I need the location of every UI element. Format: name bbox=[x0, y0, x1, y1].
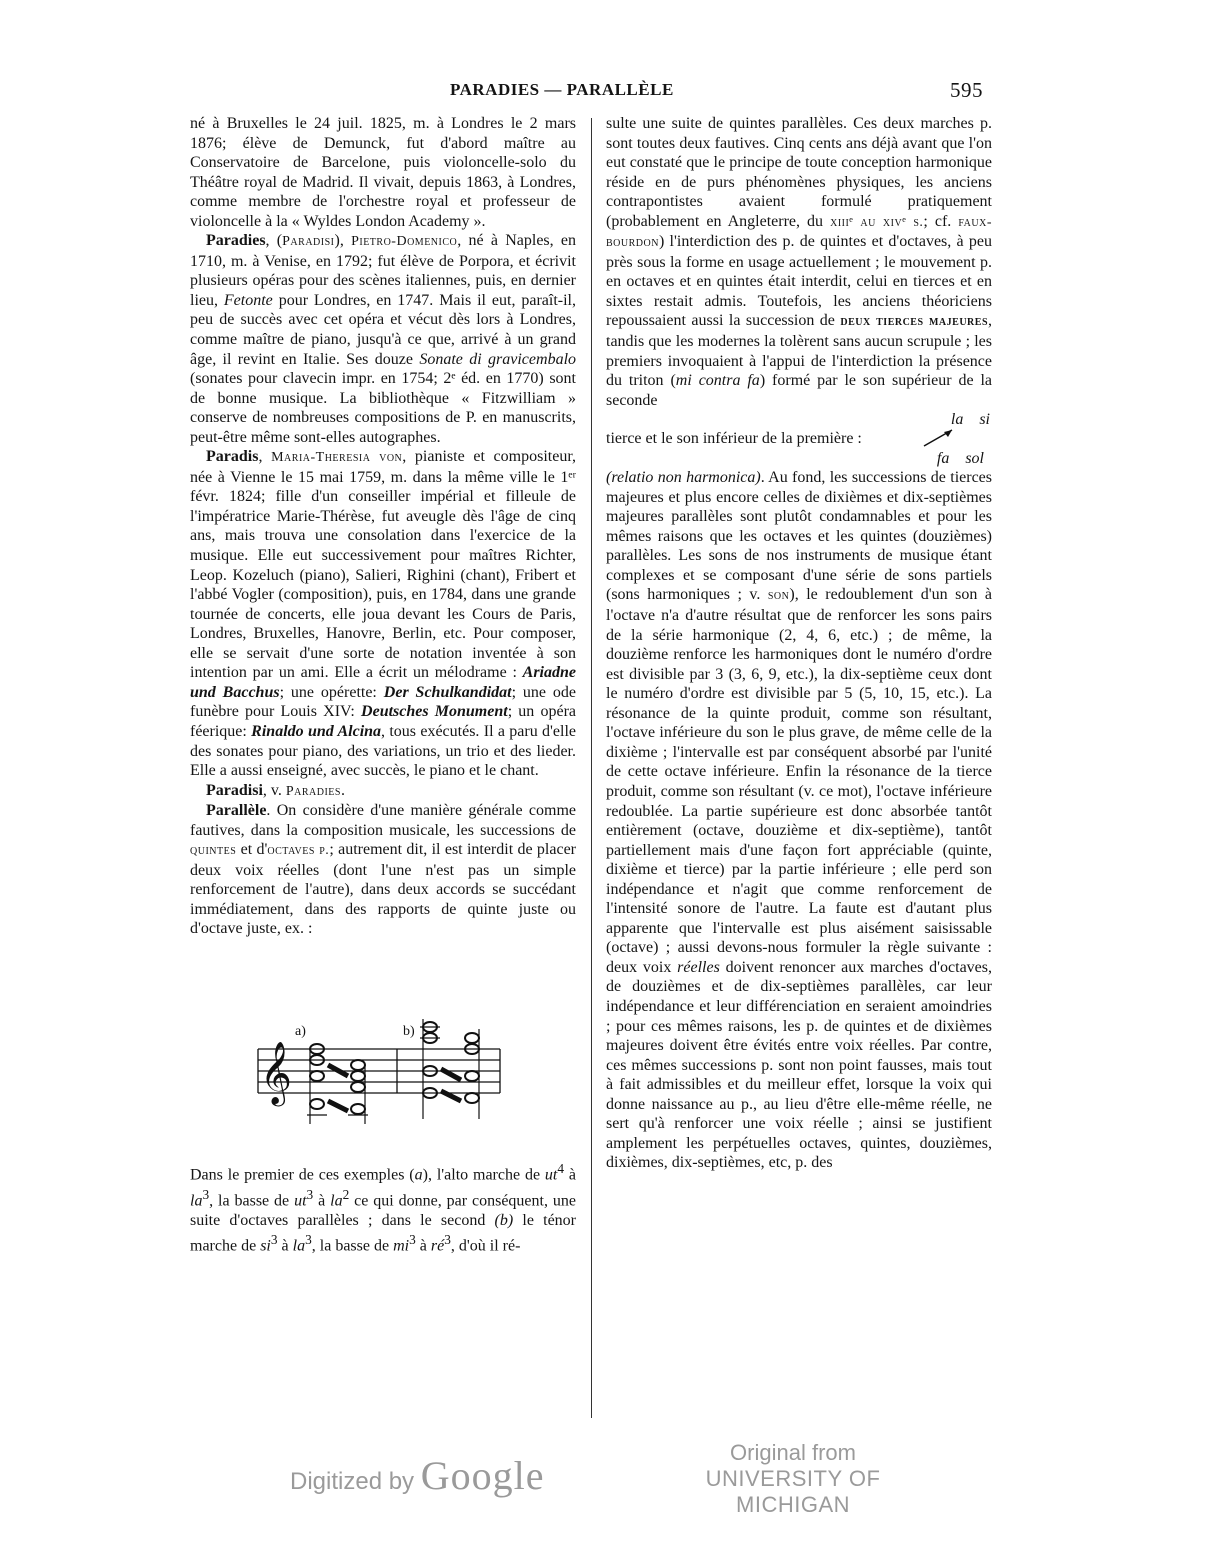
triton-formula bbox=[606, 410, 992, 468]
music-example bbox=[190, 949, 576, 1149]
page-number: 595 bbox=[950, 78, 983, 102]
example-label-a: a) bbox=[295, 1023, 306, 1039]
digitized-by-watermark: Digitized by Google bbox=[290, 1453, 545, 1498]
running-header bbox=[190, 78, 995, 104]
column-divider bbox=[591, 118, 592, 1418]
digitization-footer bbox=[0, 1440, 1207, 1520]
entry-paradisi: Paradisi, v. Paradies. bbox=[206, 781, 345, 799]
formula-top: la si bbox=[950, 411, 990, 429]
diagonal-arrow-icon bbox=[920, 426, 960, 450]
paragraph-right-main: (relatio non harmonica). Au fond, les successions de tierces majeures et plus encore celles de dixièmes et dix-septièmes majeures parallèles sont plutôt condamnables et pour les mêmes raisons que les octaves et les quintes (douzièmes) parallèles. Les sons de nos instruments de musique étant complexes et se composant d'une série de sons partiels (sons harmoniques ; v. son), le redoublement d'un son à l'octave n'a d'autre résultat que de renforcer les sons pairs de la série harmonique (2, 4, 6, etc.) ; de même, la douzième renforce les harmoniques dont le numéro d'ordre est divisible par 3 (3, 6, 9, etc.), la dix-septième ceux dont le numéro d'ordre est divisible par 5 (5, 10, 15, etc.). La résonance de la quinte produit, comme son résultant, l'octave inférieure du son le plus grave, de même celle de la dixième ; l'intervalle est par conséquent absorbé par l'unité de cette octave inférieure. Enfin la résonance de la tierce produit, comme son résultant (v. ce mot), l'octave inférieure redoublée. La partie supérieure est donc absorbée tantôt entièrement (octave, douzième et dix-septième), tantôt partiellement mais d'une façon fort appréciable (quinte, dixième et tierce) par la partie inférieure ; elle perd son indépendance et n'agit que comme renforcement de l'intensité sonore de l'autre. La faute est d'autant plus apparente que l'intervalle est plus aisément saisissable (octave) ; aussi devons-nous formuler la règle suivante : deux voix réelles doivent renoncer aux marches d'octaves, de douzièmes et de dix-septièmes parallèles, car leur indépendance et leur différenciation en seraient amoindries ; pour ces mêmes raisons, les p. de quintes et de dixièmes majeures doivent être évités entre voix réelles. Par contre, ces mêmes successions p. sont non point fausses, mais tout à fait admissibles et du meilleur effet, lorsque la voix qui donne naissance au p., au lieu d'être elle-même réelle, ne sert qu'à renforcer une voix réelle ; ainsi se justifient amplement les perpétuelles octaves, quintes, douzièmes, dixièmes, dix-septièmes, etc, p. des bbox=[606, 469, 992, 1172]
paragraph-continued-right: sulte une suite de quintes parallèles. Ces deux marches p. sont toutes deux fautives. Cinq cents ans déjà avant que l'on eut constaté que le principe de toute conception harmonique réside en de purs phénomènes physiques, les anciens contrapontistes avaient formulé pratiquement (probablement en Angleterre, du xiiiᵉ au xivᵉ s.; cf. faux-bourdon) l'interdiction des p. de quintes et d'octaves, à peu près sous la forme en usage actuellement ; le mouvement p. en octaves et en quintes était interdit, celui en tierces et en sixtes restait admis. Toutefois, les anciens théoriciens repoussaient aussi la succession de deux tierces majeures, tandis que les modernes la tolèrent sans aucun scrupule ; les premiers invoquaient à l'appui de l'interdiction la présence du triton (mi contra fa) formé par le son supérieur de la seconde bbox=[606, 115, 993, 409]
entry-paradies: Paradies, (Paradisi), Pietro-Domenico, né à Naples, en 1710, m. à Venise, en 1792; fut élève de Porpora, et écrivit plusieurs opéras pour des scènes italiennes, puis, en dernier lieu, Fetonte pour Londres, en 1747. Mais il eut, paraît-il, peu de succès avec cet opéra et vécut dès lors à Londres, comme maître de piano, jusqu'à ce que, arrivé à un grand âge, il revint en Italie. Ses douze Sonate di gravicembalo (sonates pour clavecin impr. en 1754; 2ᵉ éd. en 1770) sont de bonne musique. La bibliothèque « Fitzwilliam » conserve de nombreuses compositions de P. en manuscrits, peut-être même sont-elles autographes. bbox=[190, 232, 577, 446]
original-from-watermark: Original from UNIVERSITY OF MICHIGAN bbox=[705, 1440, 881, 1517]
example-label-b: b) bbox=[403, 1023, 415, 1039]
headword: Parallèle bbox=[206, 802, 267, 820]
entry-parallele: Parallèle. On considère d'une manière générale comme fautives, dans la composition musicale, les successions de quintes et d'octaves p.; autrement dit, il est interdit de placer deux voix réelles (dont l'une n'est pas un simple renforcement de l'autre), dans deux accords se succédant immédiatement, dans des rapports de quinte juste ou d'octave juste, ex. : bbox=[190, 802, 577, 938]
headword: Paradis bbox=[206, 448, 259, 466]
google-logo: Google bbox=[420, 1453, 545, 1498]
header-title: PARADIES — PARALLÈLE bbox=[450, 80, 674, 99]
treble-clef-icon: 𝄞 bbox=[260, 1040, 292, 1104]
paragraph-examples: Dans le premier de ces exemples (a), l'alto marche de $ut^4$ à $la^3$, la basse de $ut^3$ à $la^2$ ce qui donne, par conséquent, une suite d'octaves parallèles ; dans le second (b) le ténor marche de $si^3$ à $la^3$, la basse de $mi^3$ à $ré^3$, d'où il ré- bbox=[190, 1160, 577, 1255]
formula-middle: tierce et le son inférieur de la première : bbox=[606, 430, 862, 448]
formula-bottom: fa sol bbox=[936, 450, 984, 468]
music-staff-figure bbox=[190, 949, 576, 1149]
headword: Paradisi bbox=[206, 781, 263, 799]
headword: Paradies bbox=[206, 232, 266, 250]
entry-paradis: Paradis, Maria-Theresia von, pianiste et compositeur, née à Vienne le 15 mai 1759, m. dans la même ville le 1ᵉʳ févr. 1824; fille d'un conseiller impérial et filleule de l'impératrice Marie-Thérèse, fut aveugle dès l'âge de cinq ans, mais trouva une consolation dans l'exercice de la musique. Elle eut successivement pour maîtres Richter, Leop. Kozeluch (piano), Salieri, Righini (chant), Fribert et l'abbé Vogler (composition), puis, en 1784, dans une grande tournée de concerts, elle joua devant les Cours de Paris, Londres, Bruxelles, Hanovre, Berlin, etc. Pour composer, elle se servait d'une sorte de notation inventée à son intention par un ami. Elle a écrit un mélodrame : Ariadne und Bacchus; une opérette: Der Schulkandidat; une ode funèbre pour Louis XIV: Deutsches Monument; un opéra féerique: Rinaldo und Alcina, tous exécutés. Il a paru d'elle des sonates pour piano, des variations, un trio et des lieder. Elle a aussi enseigné, avec succès, le piano et le chant. bbox=[190, 448, 577, 780]
paragraph-continued: né à Bruxelles le 24 juil. 1825, m. à Londres le 2 mars 1876; élève de Demunck, fut d'abord maître au Conservatoire de Barcelone, puis violoncelle-solo du Théâtre royal de Madrid. Il vivait, depuis 1863, à Londres, comme membre de l'orchestre royal et professeur de violoncelle à la « Wyldes London Academy ». bbox=[190, 115, 576, 230]
right-column bbox=[606, 114, 992, 1173]
left-column bbox=[190, 114, 576, 1256]
